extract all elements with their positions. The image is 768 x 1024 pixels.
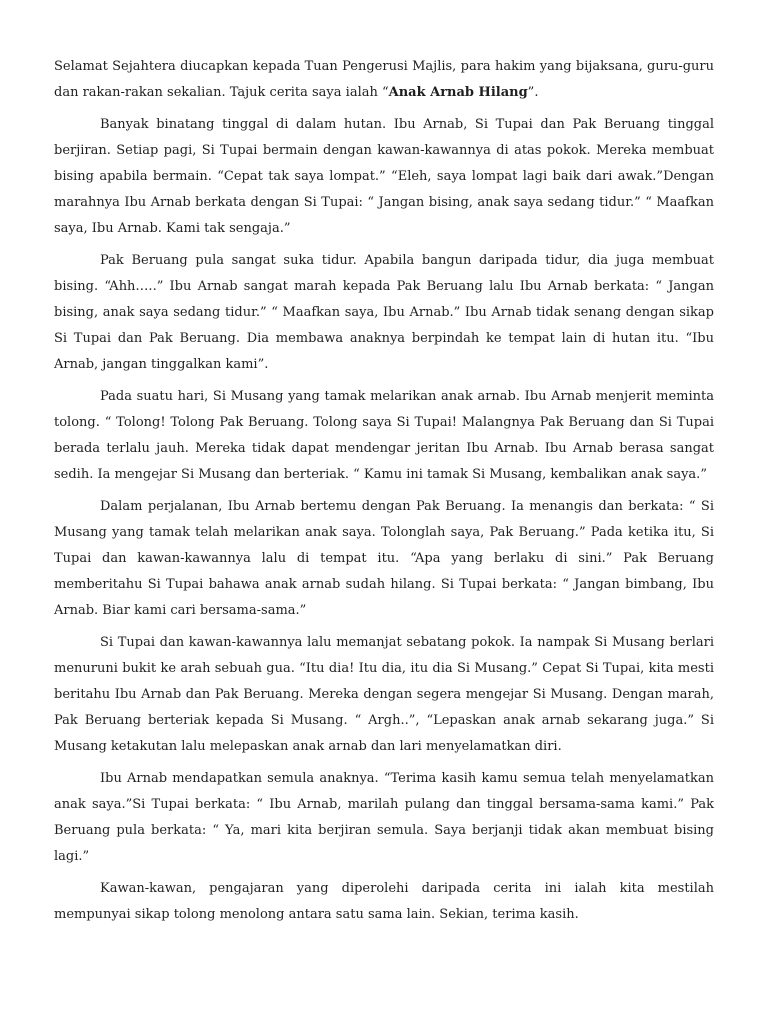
- opening-text-end: ”.: [527, 85, 539, 100]
- story-paragraph-6: Ibu Arnab mendapatkan semula anaknya. “Terima kasih kamu semua telah menyelamatkan anak saya.”Si Tupai berkata: “ Ibu Arnab, marilah pulang dan tinggal bersama-sama kami.” Pak Beruang pula berkata: “ Ya, mari kita berjiran semula. Saya berjanji tidak akan membuat bising lagi.”: [54, 771, 714, 864]
- opening-paragraph: [54, 54, 714, 106]
- story-paragraph-5: Si Tupai dan kawan-kawannya lalu memanjat sebatang pokok. Ia nampak Si Musang berlari menuruni bukit ke arah sebuah gua. “Itu dia! Itu dia, itu dia Si Musang.” Cepat Si Tupai, kita mesti beritahu Ibu Arnab dan Pak Beruang. Mereka dengan segera mengejar Si Musang. Dengan marah, Pak Beruang berteriak kepada Si Musang. “ Argh..”, “Lepaskan anak arnab sekarang juga.” Si Musang ketakutan lalu melepaskan anak arnab dan lari menyelamatkan diri.: [54, 635, 714, 754]
- story-paragraph-1: Banyak binatang tinggal di dalam hutan. Ibu Arnab, Si Tupai dan Pak Beruang tinggal berjiran. Setiap pagi, Si Tupai bermain dengan kawan-kawannya di atas pokok. Mereka membuat bising apabila bermain. “Cepat tak saya lompat.” “Eleh, saya lompat lagi baik dari awak.”Dengan marahnya Ibu Arnab berkata dengan Si Tupai: “ Jangan bising, anak saya sedang tidur.” “ Maafkan saya, Ibu Arnab. Kami tak sengaja.”: [54, 117, 714, 236]
- story-paragraph-4: Dalam perjalanan, Ibu Arnab bertemu dengan Pak Beruang. Ia menangis dan berkata: “ Si Musang yang tamak telah melarikan anak saya. Tolonglah saya, Pak Beruang.” Pada ketika itu, Si Tupai dan kawan-kawannya lalu di tempat itu. “Apa yang berlaku di sini.” Pak Beruang memberitahu Si Tupai bahawa anak arnab sudah hilang. Si Tupai berkata: “ Jangan bimbang, Ibu Arnab. Biar kami cari bersama-sama.”: [54, 499, 714, 618]
- document-page: [54, 54, 714, 934]
- story-paragraph-3: Pada suatu hari, Si Musang yang tamak melarikan anak arnab. Ibu Arnab menjerit meminta tolong. “ Tolong! Tolong Pak Beruang. Tolong saya Si Tupai! Malangnya Pak Beruang dan Si Tupai berada terlalu jauh. Mereka tidak dapat mendengar jeritan Ibu Arnab. Ibu Arnab berasa sangat sedih. Ia mengejar Si Musang dan berteriak. “ Kamu ini tamak Si Musang, kembalikan anak saya.”: [54, 389, 714, 482]
- opening-text: Selamat Sejahtera diucapkan kepada Tuan Pengerusi Majlis, para hakim yang bijaksana, guru-guru dan rakan-rakan sekalian. Tajuk cerita saya ialah “: [54, 59, 714, 100]
- closing-paragraph: Kawan-kawan, pengajaran yang diperolehi daripada cerita ini ialah kita mestilah mempunyai sikap tolong menolong antara satu sama lain. Sekian, terima kasih.: [54, 881, 714, 922]
- story-paragraph-2: Pak Beruang pula sangat suka tidur. Apabila bangun daripada tidur, dia juga membuat bising. “Ahh…..” Ibu Arnab sangat marah kepada Pak Beruang lalu Ibu Arnab berkata: “ Jangan bising, anak saya sedang tidur.” “ Maafkan saya, Ibu Arnab.” Ibu Arnab tidak senang dengan sikap Si Tupai dan Pak Beruang. Dia membawa anaknya berpindah ke tempat lain di hutan itu. “Ibu Arnab, jangan tinggalkan kami”.: [54, 253, 714, 372]
- story-title: Anak Arnab Hilang: [388, 85, 528, 100]
